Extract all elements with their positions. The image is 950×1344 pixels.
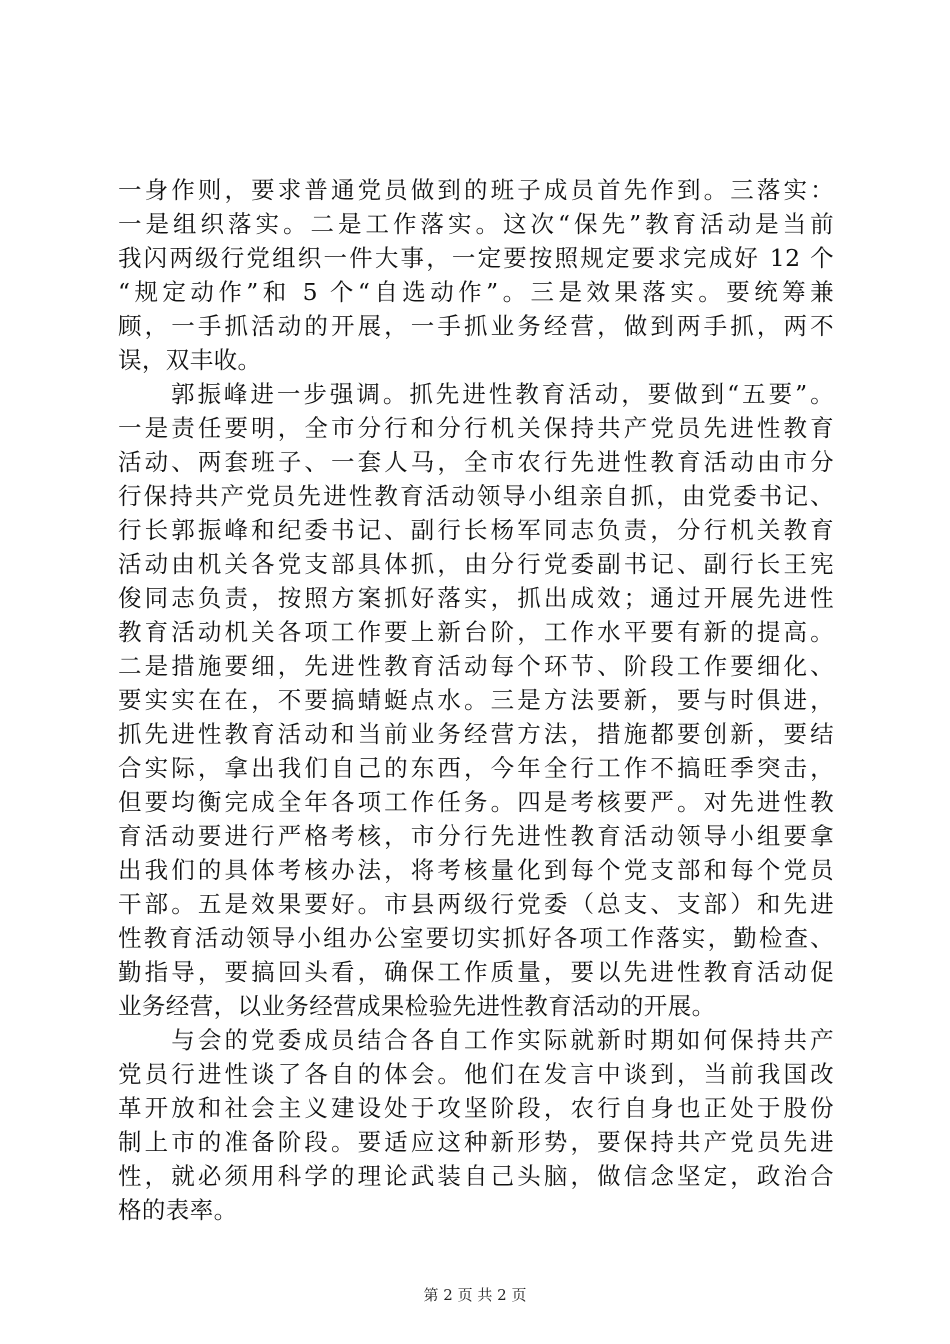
- text-line: 要实实在在，不要搞蜻蜓点水。三是方法要新，要与时俱进，: [118, 686, 834, 714]
- page-number: 第 2 页 共 2 页: [423, 1286, 527, 1304]
- text-line: 性，就必须用科学的理论武装自己头脑，做信念坚定，政治合: [118, 1162, 834, 1190]
- document-body: [118, 173, 834, 1227]
- text-line: 行保持共产党员先进性教育活动领导小组亲自抓，由党委书记、: [118, 482, 834, 510]
- text-line: 业务经营，以业务经营成果检验先进性教育活动的开展。: [118, 992, 716, 1020]
- text-line: 制上市的准备阶段。要适应这种新形势，要保持共产党员先进: [118, 1128, 834, 1156]
- text-line: 革开放和社会主义建设处于攻坚阶段，农行自身也正处于股份: [118, 1094, 834, 1122]
- text-line: 干部。五是效果要好。市县两级行党委（总支、支部）和先进: [118, 890, 834, 918]
- text-line: 行长郭振峰和纪委书记、副行长杨军同志负责，分行机关教育: [118, 516, 834, 544]
- text-line: 顾，一手抓活动的开展，一手抓业务经营，做到两手抓，两不: [118, 312, 834, 340]
- text-line: 格的表率。: [118, 1196, 238, 1224]
- text-line: 抓先进性教育活动和当前业务经营方法，措施都要创新，要结: [118, 720, 834, 748]
- text-line: 党员行进性谈了各自的体会。他们在发言中谈到，当前我国改: [118, 1060, 834, 1088]
- text-line: 与会的党委成员结合各自工作实际就新时期如何保持共产: [118, 1026, 834, 1054]
- text-line: 教育活动机关各项工作要上新台阶，工作水平要有新的提高。: [118, 618, 834, 646]
- text-line: 勤指导，要搞回头看，确保工作质量，要以先进性教育活动促: [118, 958, 834, 986]
- text-line: 郭振峰进一步强调。抓先进性教育活动，要做到“五要”。: [118, 380, 834, 408]
- text-line: 我闪两级行党组织一件大事，一定要按照规定要求完成好 12 个: [118, 244, 834, 272]
- text-line: 性教育活动领导小组办公室要切实抓好各项工作落实，勤检查、: [118, 924, 834, 952]
- text-line: 活动由机关各党支部具体抓，由分行党委副书记、副行长王宪: [118, 550, 834, 578]
- text-line: 活动、两套班子、一套人马，全市农行先进性教育活动由市分: [118, 448, 834, 476]
- text-line: 但要均衡完成全年各项工作任务。四是考核要严。对先进性教: [118, 788, 834, 816]
- text-line: 误，双丰收。: [118, 346, 262, 374]
- text-line: 出我们的具体考核办法，将考核量化到每个党支部和每个党员: [118, 856, 834, 884]
- text-line: 合实际，拿出我们自己的东西，今年全行工作不搞旺季突击，: [118, 754, 834, 782]
- text-line: 育活动要进行严格考核，市分行先进性教育活动领导小组要拿: [118, 822, 834, 850]
- text-line: 俊同志负责，按照方案抓好落实，抓出成效；通过开展先进性: [118, 584, 834, 612]
- text-line: 一是责任要明，全市分行和分行机关保持共产党员先进性教育: [118, 414, 834, 442]
- text-line: 一是组织落实。二是工作落实。这次“保先”教育活动是当前: [118, 210, 834, 238]
- text-line: “规定动作”和 5 个“自选动作”。三是效果落实。要统筹兼: [118, 278, 834, 306]
- text-line: 二是措施要细，先进性教育活动每个环节、阶段工作要细化、: [118, 652, 834, 680]
- text-line: 一身作则，要求普通党员做到的班子成员首先作到。三落实：: [118, 176, 834, 204]
